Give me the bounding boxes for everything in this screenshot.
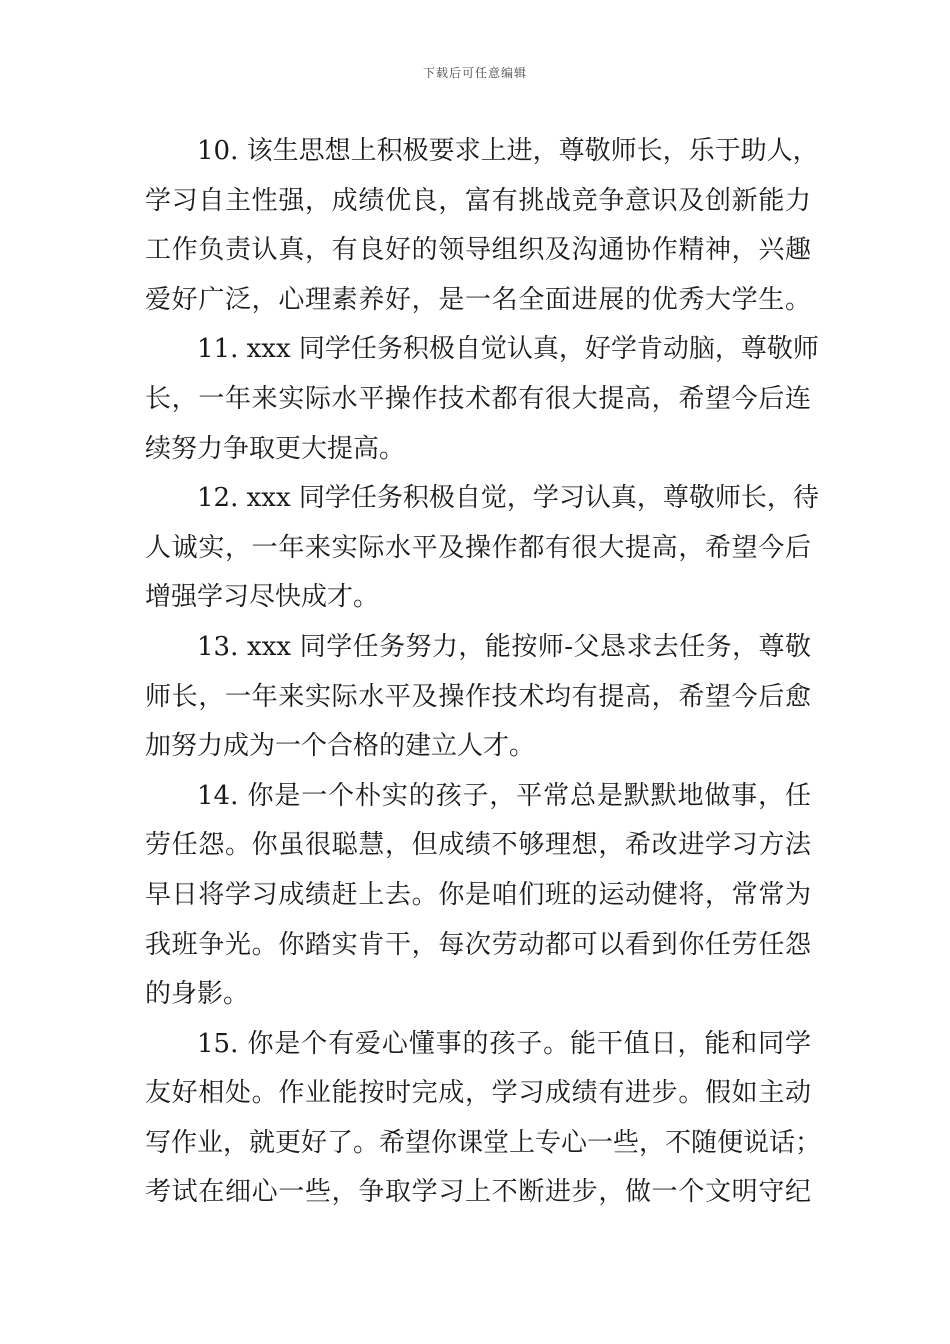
paragraph-line: 的身影。 bbox=[145, 979, 250, 1010]
paragraph-line: 12. xxx 同学任务积极自觉，学习认真，尊敬师长，待 bbox=[197, 483, 819, 514]
paragraph-13 bbox=[145, 623, 811, 772]
paragraph-line: 爱好广泛，心理素养好，是一名全面进展的优秀大学生。 bbox=[145, 284, 811, 315]
paragraph-line: 学习自主性强，成绩优良，富有挑战竞争意识及创新能力 bbox=[145, 185, 811, 216]
paragraph-line: 13. xxx 同学任务努力，能按师-父恳求去任务，尊敬 bbox=[197, 631, 811, 662]
paragraph-line: 11. xxx 同学任务积极自觉认真，好学肯动脑，尊敬师 bbox=[197, 334, 819, 365]
paragraph-line: 我班争光。你踏实肯干，每次劳动都可以看到你任劳任怨 bbox=[145, 929, 811, 960]
paragraph-10 bbox=[145, 127, 819, 325]
paragraph-line: 加努力成为一个合格的建立人才。 bbox=[145, 731, 536, 762]
paragraph-line: 10. 该生思想上积极要求上进，尊敬师长，乐于助人， bbox=[197, 136, 819, 166]
paragraph-line: 早日将学习成绩赶上去。你是咱们班的运动健将，常常为 bbox=[145, 879, 811, 910]
page-header-note: 下载后可任意编辑 bbox=[422, 66, 527, 80]
paragraph-line: 长，一年来实际水平操作技术都有很大提高，希望今后连 bbox=[145, 383, 811, 414]
paragraph-line: 工作负责认真，有良好的领导组织及沟通协作精神，兴趣 bbox=[145, 235, 811, 266]
paragraph-line: 续努力争取更大提高。 bbox=[145, 433, 406, 464]
paragraph-line: 考试在细心一些，争取学习上不断进步，做一个文明守纪 bbox=[145, 1177, 811, 1208]
document-body bbox=[145, 127, 822, 1218]
paragraph-15 bbox=[145, 1020, 822, 1218]
paragraph-line: 14. 你是一个朴实的孩子，平常总是默默地做事，任 bbox=[197, 780, 811, 811]
paragraph-line: 友好相处。作业能按时完成，学习成绩有进步。假如主动 bbox=[145, 1078, 811, 1109]
paragraph-12 bbox=[145, 474, 819, 623]
paragraph-14 bbox=[145, 772, 811, 1020]
paragraph-line: 15. 你是个有爱心懂事的孩子。能干值日，能和同学 bbox=[197, 1028, 811, 1059]
paragraph-line: 人诚实，一年来实际水平及操作都有很大提高，希望今后 bbox=[145, 532, 811, 563]
paragraph-11 bbox=[145, 325, 819, 474]
paragraph-line: 劳任怨。你虽很聪慧，但成绩不够理想，希改进学习方法 bbox=[145, 830, 811, 861]
paragraph-line: 增强学习尽快成才。 bbox=[145, 582, 380, 613]
paragraph-line: 师长，一年来实际水平及操作技术均有提高，希望今后愈 bbox=[145, 681, 811, 712]
paragraph-line: 写作业，就更好了。希望你课堂上专心一些，不随便说话； bbox=[145, 1127, 822, 1158]
